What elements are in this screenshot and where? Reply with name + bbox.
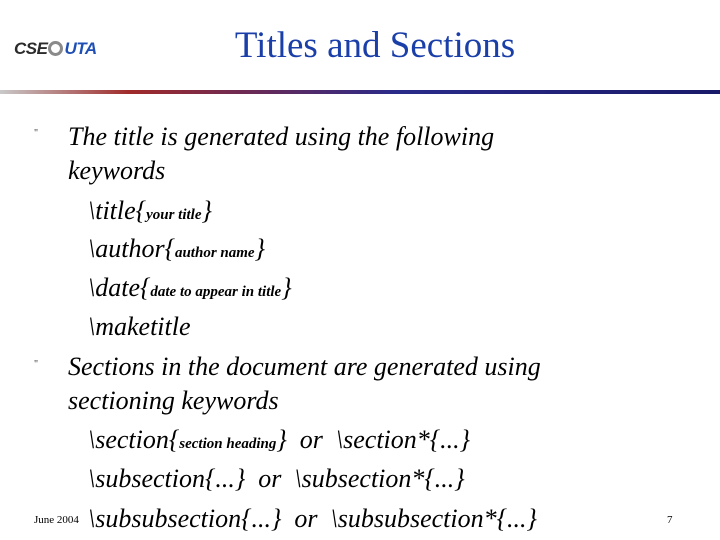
footer-date: June 2004	[34, 514, 79, 526]
bullet-1-line-1: The title is generated using the following	[68, 122, 495, 151]
cmd-date-name: \date{	[88, 273, 151, 302]
slide-title: Titles and Sections	[234, 25, 516, 66]
logo-text-cse: CSE	[14, 39, 48, 58]
bullet-1-line-2: keywords	[68, 156, 166, 185]
cmd-subsection: \subsection{...} or \subsection*{...}	[88, 464, 465, 493]
page-number: 7	[667, 514, 673, 526]
cmd-title-arg: your title	[146, 207, 202, 223]
title-divider	[0, 90, 720, 94]
bullet-marker-2: "	[34, 359, 39, 370]
cse-uta-logo	[14, 36, 114, 62]
cmd-subsubsection: \subsubsection{...} or \subsubsection*{...}	[88, 504, 537, 533]
cmd-title	[88, 196, 212, 230]
bullet-marker-1: "	[34, 128, 39, 139]
bullet-2-line-2: sectioning keywords	[68, 386, 279, 415]
cmd-date	[88, 273, 292, 307]
cmd-section-name: \section{	[88, 425, 180, 454]
logo-text-uta: UTA	[64, 39, 97, 58]
cmd-date-close: }	[281, 273, 292, 302]
cmd-section-arg: section heading	[179, 436, 277, 452]
cmd-author	[88, 234, 265, 268]
bullet-2-line-1: Sections in the document are generated using	[68, 352, 541, 381]
cmd-author-name: \author{	[88, 234, 175, 263]
cmd-title-close: }	[201, 196, 212, 225]
logo-ring-icon	[48, 41, 63, 56]
cmd-author-arg: author name	[174, 245, 255, 261]
cmd-maketitle: \maketitle	[88, 312, 191, 341]
cmd-date-arg: date to appear in title	[150, 284, 282, 300]
cmd-section-rest: } or \section*{...}	[276, 425, 471, 454]
cmd-author-close: }	[254, 234, 265, 263]
cmd-title-name: \title{	[88, 196, 147, 225]
cmd-section	[88, 425, 470, 459]
